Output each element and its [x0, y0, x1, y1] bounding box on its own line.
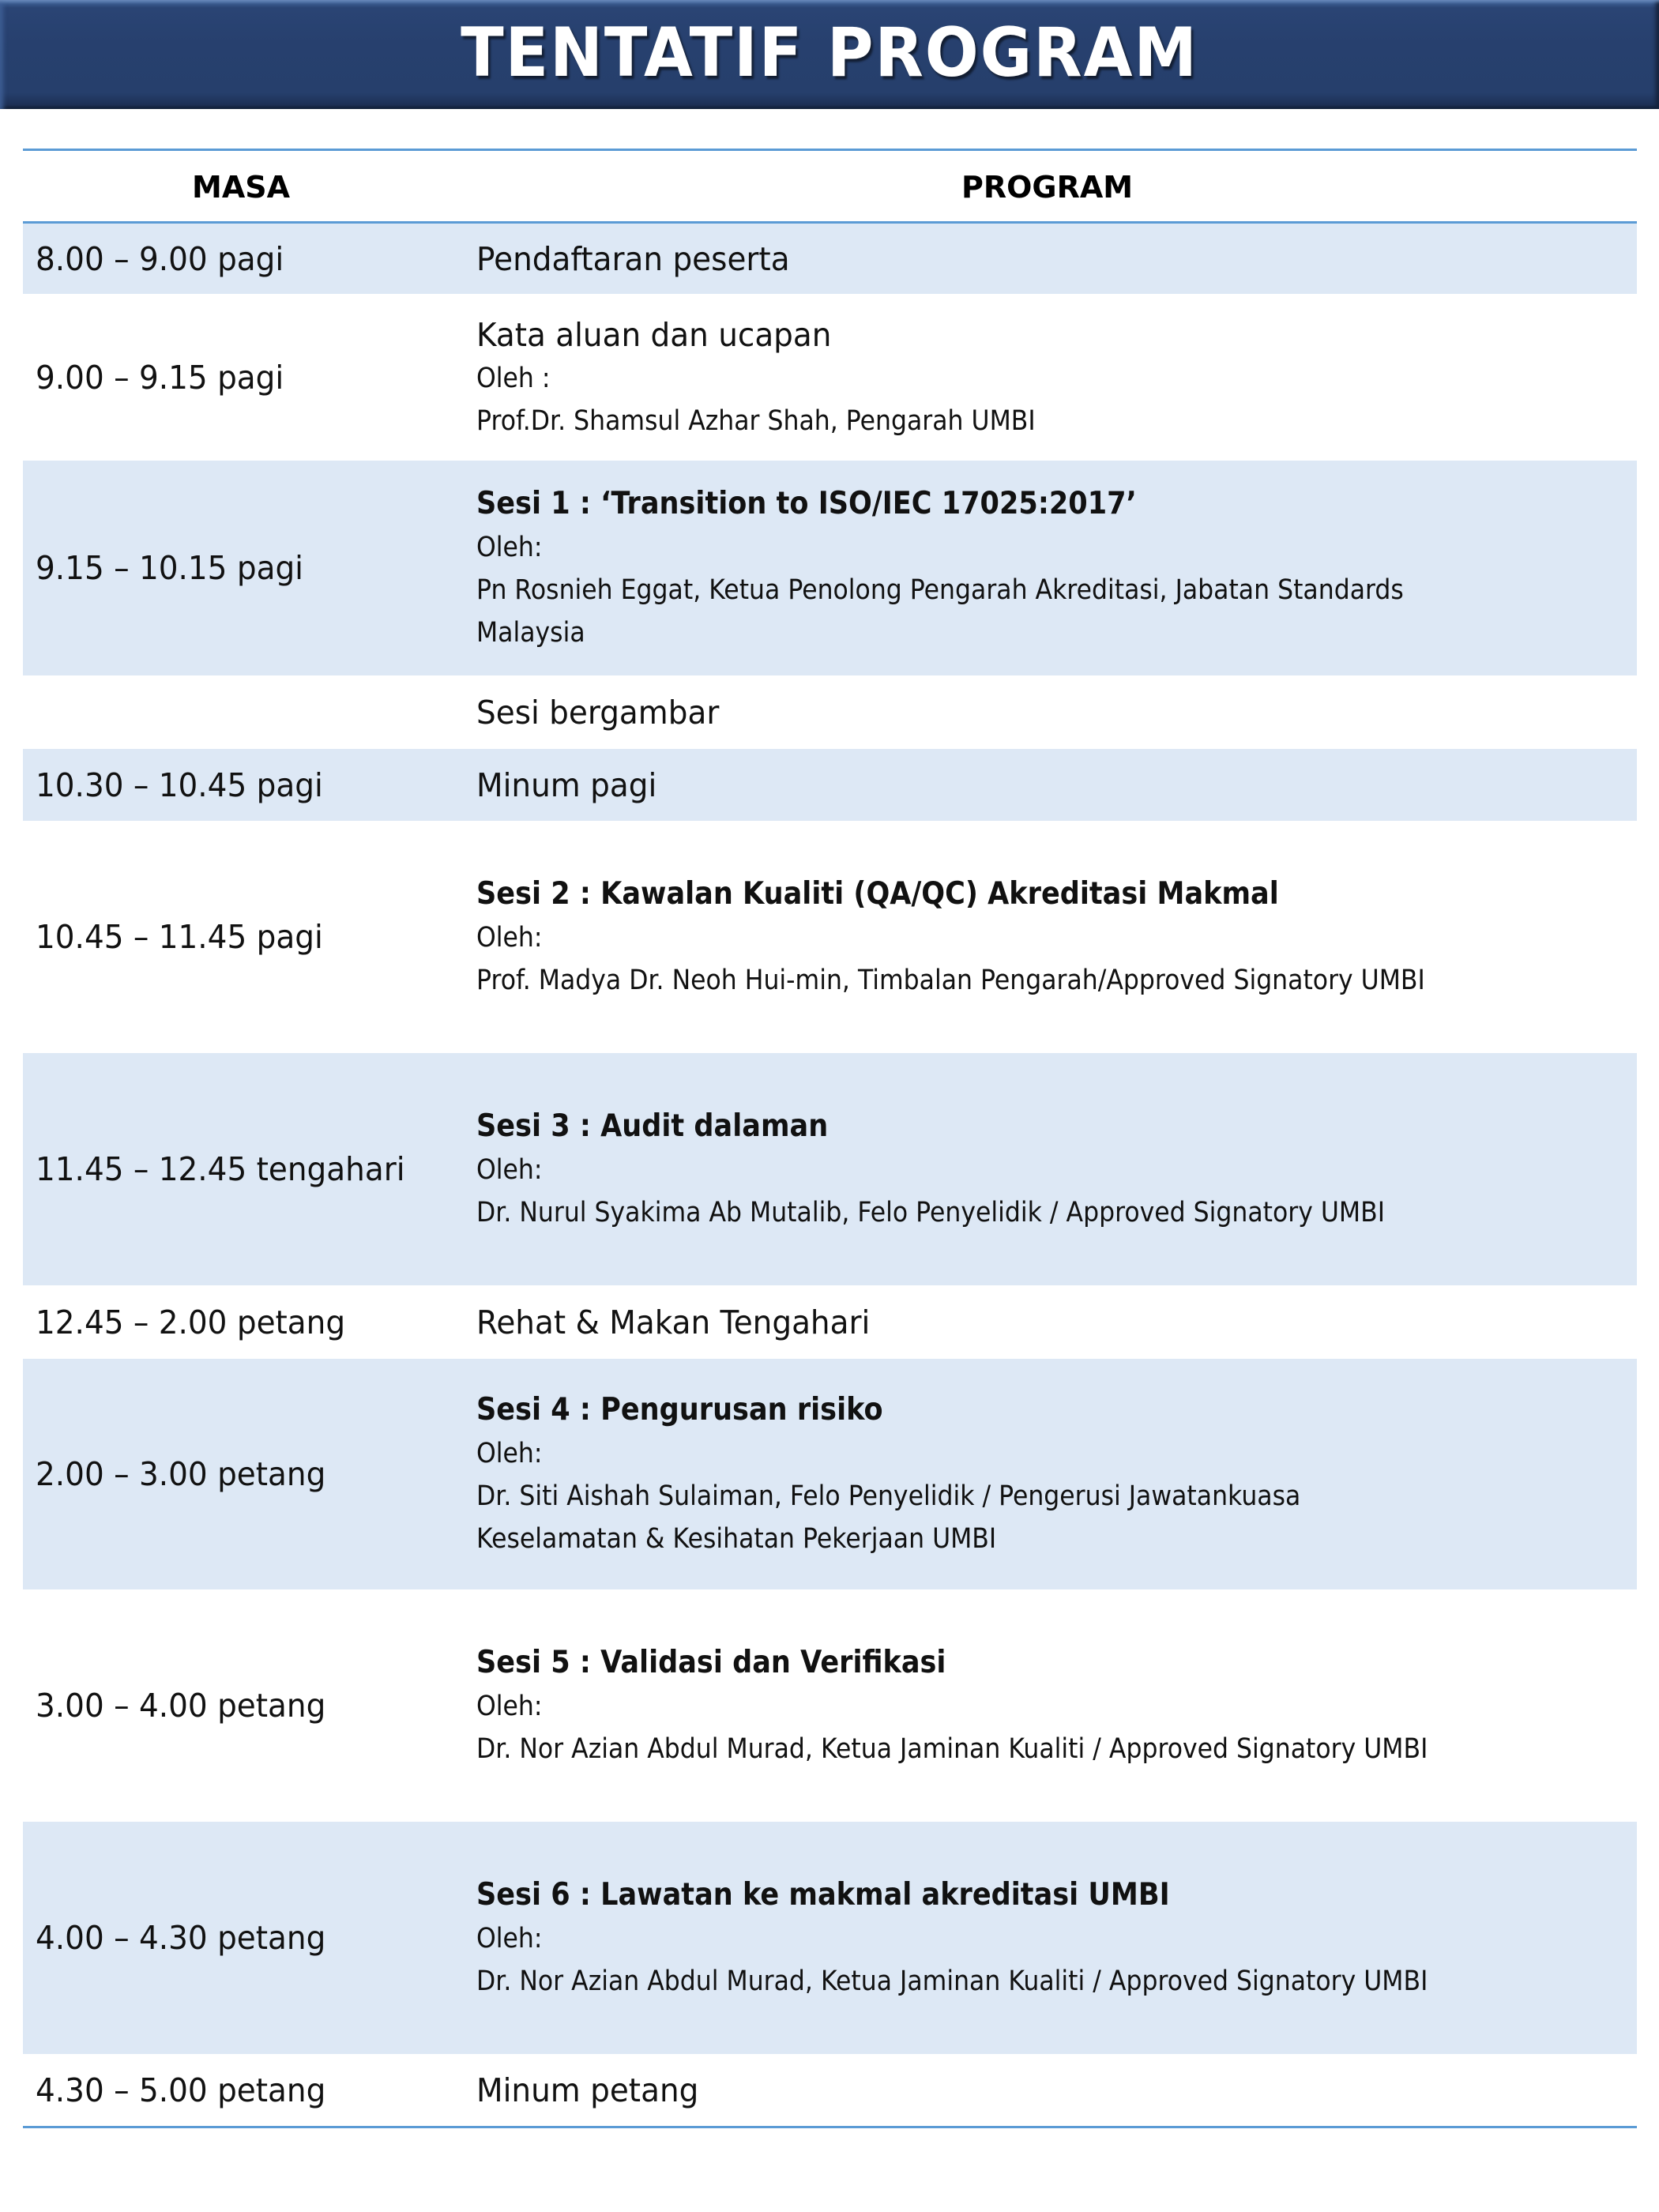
row-program: [476, 1641, 1629, 1770]
program-title: Minum pagi: [476, 766, 657, 804]
row-program: [476, 763, 1629, 807]
session-title: Sesi 3 : Audit dalaman: [476, 1108, 829, 1144]
program-presenter: Prof. Madya Dr. Neoh Hui-min, Timbalan Pengarah/Approved Signatory UMBI: [476, 965, 1425, 996]
session-title: Sesi 5 : Validasi dan Verifikasi: [476, 1645, 946, 1680]
table-row: [23, 1822, 1637, 2054]
program-title: Sesi bergambar: [476, 693, 720, 732]
program-presenter: Dr. Siti Aishah Sulaiman, Felo Penyelidik / Pengerusi Jawatankuasa: [476, 1480, 1301, 1512]
program-presenter: Dr. Nor Azian Abdul Murad, Ketua Jaminan Kualiti / Approved Signatory UMBI: [476, 1966, 1428, 1997]
header-program: PROGRAM: [961, 170, 1134, 205]
table-row: [23, 1589, 1637, 1822]
row-program: [476, 690, 1629, 735]
table-row: [23, 2054, 1637, 2126]
row-program: [476, 2068, 1629, 2112]
program-presenter: Dr. Nor Azian Abdul Murad, Ketua Jaminan Kualiti / Approved Signatory UMBI: [476, 1733, 1428, 1765]
table-header: [23, 151, 1637, 221]
row-time: 4.30 – 5.00 petang: [36, 2071, 326, 2109]
table-row: [23, 821, 1637, 1053]
row-program: [476, 1388, 1629, 1560]
program-presenter-cont: Keselamatan & Kesihatan Pekerjaan UMBI: [476, 1523, 997, 1555]
title-banner: [0, 0, 1659, 109]
session-title: Sesi 4 : Pengurusan risiko: [476, 1392, 883, 1428]
table-row: [23, 294, 1637, 461]
session-title: Sesi 2 : Kawalan Kualiti (QA/QC) Akreditasi Makmal: [476, 876, 1279, 912]
row-time: 9.00 – 9.15 pagi: [36, 358, 284, 397]
page-title: TENTATIF PROGRAM: [461, 13, 1198, 92]
program-presenter-label: Oleh :: [476, 362, 551, 394]
table-row: [23, 461, 1637, 675]
header-time: MASA: [192, 170, 291, 205]
row-time: 11.45 – 12.45 tengahari: [36, 1150, 405, 1188]
table-row: [23, 1053, 1637, 1285]
table-row: [23, 1359, 1637, 1589]
table-row: [23, 749, 1637, 821]
program-title: Minum petang: [476, 2071, 699, 2109]
table-row: [23, 224, 1637, 294]
row-time: 10.30 – 10.45 pagi: [36, 766, 323, 804]
table-row: [23, 675, 1637, 749]
row-time: 3.00 – 4.00 petang: [36, 1687, 326, 1725]
row-time: 10.45 – 11.45 pagi: [36, 918, 323, 956]
program-presenter: Dr. Nurul Syakima Ab Mutalib, Felo Penyelidik / Approved Signatory UMBI: [476, 1197, 1386, 1228]
program-presenter-cont: Malaysia: [476, 617, 585, 649]
program-presenter-label: Oleh:: [476, 532, 543, 563]
row-program: [476, 482, 1629, 654]
row-time: 9.15 – 10.15 pagi: [36, 549, 303, 587]
table-bottom-rule: [23, 2126, 1637, 2128]
program-presenter: Prof.Dr. Shamsul Azhar Shah, Pengarah UMBI: [476, 404, 1036, 437]
session-title: Sesi 1 : ‘Transition to ISO/IEC 17025:2017’: [476, 486, 1137, 521]
row-program: [476, 1104, 1629, 1234]
row-program: [476, 313, 1629, 442]
program-title: Kata aluan dan ucapan: [476, 315, 832, 354]
row-program: [476, 872, 1629, 1002]
program-presenter-label: Oleh:: [476, 1154, 543, 1186]
program-title: Pendaftaran peserta: [476, 239, 790, 278]
row-time: 8.00 – 9.00 pagi: [36, 239, 284, 278]
program-presenter-label: Oleh:: [476, 1438, 543, 1469]
row-program: [476, 1300, 1629, 1345]
program-presenter-label: Oleh:: [476, 1923, 543, 1954]
table-row: [23, 1285, 1637, 1359]
row-time: 2.00 – 3.00 petang: [36, 1455, 326, 1493]
row-program: [476, 237, 1629, 281]
schedule-table: [23, 149, 1637, 2128]
row-program: [476, 1873, 1629, 2003]
program-title: Rehat & Makan Tengahari: [476, 1303, 871, 1341]
session-title: Sesi 6 : Lawatan ke makmal akreditasi UMBI: [476, 1877, 1170, 1913]
row-time: 4.00 – 4.30 petang: [36, 1919, 326, 1957]
program-presenter-label: Oleh:: [476, 922, 543, 954]
program-presenter-label: Oleh:: [476, 1691, 543, 1722]
row-time: 12.45 – 2.00 petang: [36, 1303, 346, 1341]
program-presenter: Pn Rosnieh Eggat, Ketua Penolong Pengarah Akreditasi, Jabatan Standards: [476, 574, 1404, 606]
